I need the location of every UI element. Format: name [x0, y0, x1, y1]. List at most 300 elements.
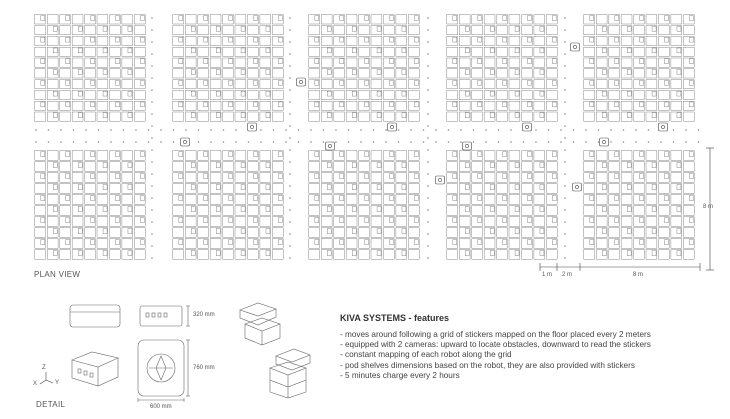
pod-cell: [621, 112, 632, 121]
pod-sticker: [540, 163, 544, 168]
pod-cell: [260, 250, 271, 259]
pod-cell: [334, 112, 345, 121]
pod-cell: [85, 90, 96, 99]
pod-sticker: [78, 48, 82, 53]
pod-cell: [459, 162, 470, 171]
pod-cell: [383, 90, 394, 99]
pod-sticker: [377, 163, 381, 168]
pod-sticker: [365, 240, 369, 245]
pod-sticker: [689, 80, 693, 85]
pod-sticker: [66, 152, 70, 157]
pod-cell: [321, 26, 332, 35]
pod-sticker: [204, 218, 208, 223]
pod-cell: [634, 250, 645, 259]
pod-cell: [634, 228, 645, 237]
pod-sticker: [540, 113, 544, 118]
pod-cell: [210, 206, 221, 215]
sticker-dot: [289, 209, 291, 211]
pod-cell: [609, 228, 620, 237]
pod-cell: [210, 162, 221, 171]
sticker-dot: [498, 129, 500, 131]
pod-sticker: [140, 102, 144, 107]
pod-cell: [658, 173, 669, 182]
pod-sticker: [689, 102, 693, 107]
pod-sticker: [66, 16, 70, 21]
storage-block: [173, 151, 283, 259]
pod-cell: [497, 184, 508, 193]
pod-cell: [497, 112, 508, 121]
pod-sticker: [266, 26, 270, 31]
pod-cell: [173, 206, 184, 215]
sticker-dot: [423, 129, 425, 131]
pod-cell: [683, 217, 694, 226]
pod-cell: [122, 90, 133, 99]
pod-cell: [534, 250, 545, 259]
pod-sticker: [402, 48, 406, 53]
pod-cell: [383, 112, 394, 121]
pod-cell: [321, 173, 332, 182]
pod-cell: [247, 217, 258, 226]
pod-cell: [484, 15, 495, 24]
sticker-dot: [110, 141, 112, 143]
pod-cell: [109, 80, 120, 89]
pod-cell: [383, 239, 394, 248]
pod-cell: [134, 101, 145, 110]
pod-cell: [35, 228, 46, 237]
pod-sticker: [78, 163, 82, 168]
pod-cell: [534, 151, 545, 160]
sticker-dot: [564, 209, 566, 211]
sticker-dot: [564, 197, 566, 199]
pod-sticker: [640, 196, 644, 201]
sticker-dot: [289, 197, 291, 199]
pod-cell: [497, 162, 508, 171]
pod-cell: [621, 90, 632, 99]
pod-cell: [72, 36, 83, 45]
pod-sticker: [327, 113, 331, 118]
pod-cell: [134, 58, 145, 67]
pod-sticker: [103, 251, 107, 256]
pod-cell: [484, 228, 495, 237]
pod-cell: [658, 151, 669, 160]
pod-cell: [383, 162, 394, 171]
pod-sticker: [465, 113, 469, 118]
pod-cell: [334, 151, 345, 160]
pod-cell: [60, 250, 71, 259]
pod-cell: [321, 195, 332, 204]
detail-label: DETAIL: [36, 400, 66, 409]
pod-cell: [497, 58, 508, 67]
pod-cell: [484, 217, 495, 226]
sticker-dot: [564, 29, 566, 31]
robot-detail-side: [70, 305, 190, 327]
pod-cell: [683, 26, 694, 35]
pod-cell: [371, 112, 382, 121]
pod-sticker: [278, 80, 282, 85]
pod-sticker: [91, 218, 95, 223]
pod-cell: [683, 206, 694, 215]
pod-sticker: [390, 240, 394, 245]
pod-cell: [185, 80, 196, 89]
pod-cell: [408, 101, 419, 110]
pod-cell: [346, 26, 357, 35]
pod-cell: [596, 184, 607, 193]
pod-sticker: [377, 48, 381, 53]
pod-sticker: [41, 16, 45, 21]
pod-cell: [497, 217, 508, 226]
pod-cell: [272, 206, 283, 215]
sticker-dot: [448, 141, 450, 143]
pod-cell: [321, 206, 332, 215]
pod-cell: [509, 112, 520, 121]
pod-sticker: [478, 174, 482, 179]
pod-sticker: [340, 37, 344, 42]
pod-cell: [383, 206, 394, 215]
pod-cell: [272, 69, 283, 78]
pod-cell: [671, 173, 682, 182]
pod-sticker: [66, 218, 70, 223]
pod-sticker: [266, 113, 270, 118]
pod-cell: [85, 101, 96, 110]
pod-cell: [185, 112, 196, 121]
pod-sticker: [140, 80, 144, 85]
pod-cell: [646, 101, 657, 110]
pod-cell: [198, 90, 209, 99]
pod-cell: [260, 36, 271, 45]
pod-sticker: [278, 152, 282, 157]
pod-cell: [383, 36, 394, 45]
pod-sticker: [602, 185, 606, 190]
pod-sticker: [490, 163, 494, 168]
pod-cell: [72, 151, 83, 160]
pod-sticker: [241, 163, 245, 168]
pod-cell: [584, 69, 595, 78]
pod-cell: [309, 206, 320, 215]
pod-cell: [408, 184, 419, 193]
robot-unit: [297, 78, 306, 86]
pod-cell: [596, 195, 607, 204]
axis-x-label: X: [33, 381, 38, 387]
sticker-dot: [151, 17, 153, 19]
pod-sticker: [414, 196, 418, 201]
pod-sticker: [478, 196, 482, 201]
sticker-dot: [285, 129, 287, 131]
sticker-dot: [298, 129, 300, 131]
pod-cell: [497, 90, 508, 99]
dimension-gap-aisle: 2 m: [562, 272, 573, 278]
pod-cell: [223, 217, 234, 226]
sticker-dot: [289, 125, 291, 127]
pod-cell: [447, 239, 458, 248]
pod-cell: [383, 250, 394, 259]
pod-sticker: [365, 196, 369, 201]
pod-cell: [683, 195, 694, 204]
pod-cell: [596, 239, 607, 248]
pod-sticker: [390, 37, 394, 42]
pod-cell: [634, 217, 645, 226]
pod-cell: [472, 36, 483, 45]
sticker-dot: [510, 129, 512, 131]
pod-cell: [85, 184, 96, 193]
pod-cell: [60, 80, 71, 89]
pod-cell: [109, 239, 120, 248]
pod-cell: [584, 217, 595, 226]
pod-sticker: [116, 80, 120, 85]
pod-cell: [235, 36, 246, 45]
pod-sticker: [229, 59, 233, 64]
pod-sticker: [241, 207, 245, 212]
sticker-dot: [585, 129, 587, 131]
pod-sticker: [254, 16, 258, 21]
pod-cell: [309, 90, 320, 99]
pod-cell: [447, 47, 458, 56]
pod-cell: [198, 151, 209, 160]
robot-body: [297, 78, 306, 86]
sticker-dot: [698, 129, 700, 131]
pod-cell: [658, 112, 669, 121]
robot-body: [326, 142, 335, 150]
pod-cell: [210, 26, 221, 35]
pod-cell: [346, 69, 357, 78]
pod-cell: [534, 15, 545, 24]
sticker-dot: [160, 129, 162, 131]
pod-sticker: [602, 70, 606, 75]
pod-cell: [683, 112, 694, 121]
pod-sticker: [229, 218, 233, 223]
pod-cell: [683, 173, 694, 182]
pod-sticker: [640, 240, 644, 245]
pod-cell: [621, 162, 632, 171]
pod-cell: [122, 69, 133, 78]
pod-cell: [185, 228, 196, 237]
pod-cell: [72, 184, 83, 193]
pod-sticker: [677, 48, 681, 53]
pod-cell: [346, 195, 357, 204]
pod-cell: [683, 162, 694, 171]
pod-sticker: [640, 152, 644, 157]
pod-cell: [210, 217, 221, 226]
pod-cell: [459, 173, 470, 182]
pod-cell: [272, 151, 283, 160]
sticker-dot: [310, 129, 312, 131]
pod-cell: [584, 184, 595, 193]
pod-sticker: [640, 102, 644, 107]
pod-cell: [671, 47, 682, 56]
pod-sticker: [179, 59, 183, 64]
pod-sticker: [689, 37, 693, 42]
pod-cell: [134, 162, 145, 171]
pod-cell: [596, 15, 607, 24]
pod-cell: [459, 101, 470, 110]
pod-cell: [497, 228, 508, 237]
pod-cell: [97, 250, 108, 259]
feature-item: - equipped with 2 cameras: upward to locate obstacles, downward to read the stickers: [340, 340, 651, 350]
pod-cell: [447, 250, 458, 259]
sticker-dot: [223, 141, 225, 143]
pod-shelves-iso: [240, 303, 310, 398]
pod-cell: [321, 162, 332, 171]
pod-sticker: [116, 174, 120, 179]
pod-cell: [671, 195, 682, 204]
pod-cell: [534, 206, 545, 215]
pod-cell: [472, 206, 483, 215]
pod-sticker: [78, 251, 82, 256]
pod-cell: [173, 80, 184, 89]
sticker-dot: [427, 53, 429, 55]
pod-cell: [497, 151, 508, 160]
pod-cell: [97, 47, 108, 56]
pod-cell: [371, 228, 382, 237]
pod-cell: [459, 90, 470, 99]
pod-cell: [383, 101, 394, 110]
sticker-dot: [564, 53, 566, 55]
pod-cell: [260, 173, 271, 182]
pod-cell: [72, 47, 83, 56]
pod-cell: [109, 217, 120, 226]
robot-unit: [326, 142, 335, 150]
sticker-dot: [564, 245, 566, 247]
pod-sticker: [540, 185, 544, 190]
pod-cell: [596, 151, 607, 160]
sticker-dot: [289, 101, 291, 103]
pod-cell: [596, 69, 607, 78]
pod-cell: [683, 228, 694, 237]
pod-cell: [596, 36, 607, 45]
pod-sticker: [652, 207, 656, 212]
pod-sticker: [179, 16, 183, 21]
pod-cell: [60, 47, 71, 56]
sticker-dot: [173, 141, 175, 143]
pod-sticker: [340, 196, 344, 201]
sticker-dot: [160, 141, 162, 143]
pod-sticker: [352, 48, 356, 53]
pod-sticker: [478, 240, 482, 245]
pod-sticker: [602, 251, 606, 256]
pod-cell: [371, 162, 382, 171]
pod-cell: [447, 90, 458, 99]
pod-sticker: [266, 185, 270, 190]
pod-cell: [247, 36, 258, 45]
pod-sticker: [103, 185, 107, 190]
pod-sticker: [254, 240, 258, 245]
pod-cell: [235, 90, 246, 99]
pod-cell: [260, 90, 271, 99]
pod-cell: [346, 112, 357, 121]
pod-cell: [173, 228, 184, 237]
pod-cell: [72, 195, 83, 204]
pod-cell: [272, 101, 283, 110]
pod-cell: [621, 151, 632, 160]
pod-cell: [546, 217, 557, 226]
pod-sticker: [327, 207, 331, 212]
sticker-dot: [385, 141, 387, 143]
pod-sticker: [128, 70, 132, 75]
pod-cell: [459, 80, 470, 89]
pod-cell: [47, 69, 58, 78]
pod-cell: [671, 206, 682, 215]
pod-cell: [346, 250, 357, 259]
pod-sticker: [365, 218, 369, 223]
pod-cell: [321, 239, 332, 248]
dimension-robot-height: 320 mm: [193, 312, 215, 318]
pod-cell: [371, 173, 382, 182]
sticker-dot: [598, 129, 600, 131]
pod-cell: [223, 69, 234, 78]
pod-cell: [210, 184, 221, 193]
sticker-dot: [485, 141, 487, 143]
pod-cell: [634, 101, 645, 110]
pod-cell: [683, 250, 694, 259]
pod-sticker: [116, 37, 120, 42]
pod-cell: [546, 239, 557, 248]
pod-cell: [534, 80, 545, 89]
pod-sticker: [327, 91, 331, 96]
pod-sticker: [490, 207, 494, 212]
pod-sticker: [652, 185, 656, 190]
pod-sticker: [390, 152, 394, 157]
pod-cell: [472, 80, 483, 89]
pod-sticker: [278, 196, 282, 201]
pod-cell: [621, 15, 632, 24]
pod-sticker: [41, 218, 45, 223]
pod-cell: [321, 36, 332, 45]
pod-sticker: [41, 80, 45, 85]
pod-sticker: [266, 91, 270, 96]
dimension-grid-height: 8 m: [703, 204, 714, 210]
pod-sticker: [128, 163, 132, 168]
pod-cell: [472, 69, 483, 78]
sticker-dot: [698, 141, 700, 143]
axis-y-label: Y: [55, 380, 60, 386]
pod-sticker: [652, 70, 656, 75]
pod-cell: [671, 15, 682, 24]
sticker-dot: [235, 129, 237, 131]
pod-sticker: [528, 80, 532, 85]
robot-body: [571, 43, 580, 51]
sticker-dot: [427, 137, 429, 139]
sticker-dot: [673, 129, 675, 131]
sticker-dot: [360, 141, 362, 143]
pod-cell: [309, 36, 320, 45]
sticker-dot: [151, 65, 153, 67]
pod-sticker: [665, 196, 669, 201]
pod-sticker: [590, 102, 594, 107]
pod-sticker: [478, 37, 482, 42]
pod-cell: [210, 90, 221, 99]
pod-cell: [359, 36, 370, 45]
sticker-dot: [235, 141, 237, 143]
pod-cell: [408, 228, 419, 237]
pod-sticker: [204, 80, 208, 85]
pod-sticker: [665, 59, 669, 64]
pod-cell: [235, 80, 246, 89]
pod-cell: [210, 195, 221, 204]
pod-sticker: [191, 91, 195, 96]
pod-cell: [272, 58, 283, 67]
pod-sticker: [365, 37, 369, 42]
pod-cell: [235, 112, 246, 121]
pod-sticker: [241, 251, 245, 256]
pod-sticker: [191, 251, 195, 256]
pod-cell: [198, 195, 209, 204]
pod-cell: [72, 239, 83, 248]
pod-sticker: [528, 152, 532, 157]
pod-sticker: [590, 59, 594, 64]
sticker-dot: [373, 129, 375, 131]
pod-cell: [60, 162, 71, 171]
pod-sticker: [677, 26, 681, 31]
pod-cell: [109, 101, 120, 110]
